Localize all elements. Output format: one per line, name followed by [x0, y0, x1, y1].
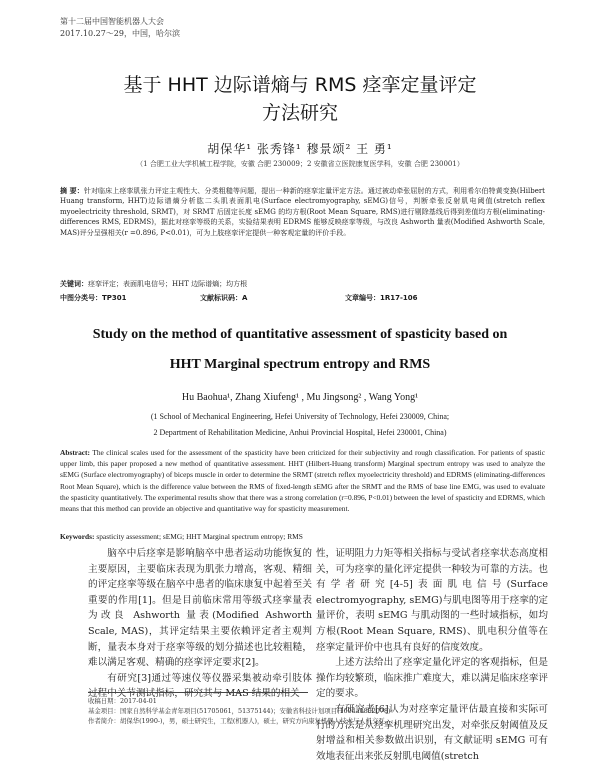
clc-number [60, 293, 127, 303]
chinese-affiliation: （1 合肥工业大学机械工程学院，安徽 合肥 230009；2 安徽省立医院康复医学科，安徽 合肥 230001） [136, 160, 464, 168]
english-abstract [60, 447, 545, 514]
english-affiliation-1: (1 School of Mechanical Engineering, Hefei University of Technology, Hefei 230009, China; [150, 412, 450, 421]
chinese-abstract-label: 摘 要： [60, 187, 84, 195]
doc-value: A [242, 294, 248, 302]
article-number [345, 293, 418, 303]
chinese-authors: 胡保华¹ 张秀锋¹ 穆景颂² 王 勇¹ [207, 142, 393, 156]
doc-label: 文献标识码： [200, 294, 242, 302]
chinese-keywords [60, 279, 545, 289]
document-code [200, 293, 247, 303]
chinese-abstract [60, 186, 545, 238]
footnote-divider [88, 692, 308, 693]
chinese-keywords-text: 痉挛评定；表面肌电信号；HHT 边际谱熵；均方根 [88, 280, 248, 288]
conference-date-place: 2017.10.27～29，中国，哈尔滨 [60, 29, 180, 38]
english-authors: Hu Baohua¹, Zhang Xiufeng¹ , Mu Jingsong² , Wang Yong¹ [181, 392, 419, 403]
body-left-column [88, 546, 312, 702]
chinese-title-line-2: 方法研究 [261, 102, 338, 124]
body-right-column [316, 546, 548, 764]
article-value: 1R17-106 [380, 294, 418, 302]
english-title-line-1: Study on the method of quantitative assessment of spasticity based on [92, 327, 508, 342]
chinese-keywords-label: 关键词： [60, 280, 88, 288]
chinese-abstract-text: 针对临床上痉挛肌张力评定主观性大、分类粗糙等问题，提出一种新的痉挛定量评定方法。通过被动牵张屈肘的方式，利用希尔伯特黄变换(Hilbert Huang transform, HHT)边际谱熵分析肱二头肌表面肌电(Surface electromyography, sEMG)信号，判断牵张反射肌电阈值(stretch reflex myoelectricity threshold, SRMT)，对 SRMT 后固定长度 sEMG 的均方根(Root Mean Square, RMS)进行剔除基线后得到差值均方根(eliminating-differences RMS, EDRMS)，据此对痉挛等级的关系，实验结果表明 EDRMS 能够反映痉挛等级，与改良 Ashworth 量表(Modified Ashworth Scale, MAS)评分呈强相关(r =0.896, P<0.01)，可为上肢痉挛评定提供一种客观定量的评价手段。 [60, 187, 545, 237]
footnote-fund: 基金项目：国家自然科学基金青年项目(51705061，51375144)；安徽省科技计划项目(1604a0802078) [88, 707, 391, 715]
clc-value: TP301 [102, 294, 127, 302]
footnote-received: 收稿日期：2017-04-01 [88, 697, 157, 705]
english-keywords [60, 532, 545, 542]
english-keywords-text: spasticity assessment; sEMG; HHT Marginal spectrum entropy; RMS [96, 532, 303, 541]
body-paragraph: 脑卒中后痉挛是影响脑卒中患者运动功能恢复的主要原因，主要临床表现为肌张力增高，客观、精细的评定痉挛等级在脑卒中患者的临床康复中起着至关重要的作用[1]。但是目前临床常用等级式痉挛量表为改良 Ashworth 量表(Modified Ashworth Scale, MAS)，其评定结果主要依赖评定者主观判断，量表本身对于痉挛等级的划分描述也比较粗糙，难以满足客观、精确的痉挛评定要求[2]。 [88, 548, 312, 669]
conference-name: 第十二届中国智能机器人大会 [60, 17, 164, 26]
chinese-title-line-1: 基于 HHT 边际谱熵与 RMS 痉挛定量评定 [123, 74, 477, 96]
body-paragraph: 有研究[3]通过等速仪等仪器采集被动牵引肢体过程中关节测试指标，研究其与 MAS 结果的相关 [88, 672, 312, 700]
conference-header [60, 16, 180, 40]
footnote [88, 696, 392, 726]
article-label: 文章编号： [345, 294, 380, 302]
body-paragraph: 有研究者[6]认为对痉挛定量评估最直接和实际可行的方法是从痉挛机理研究出发，对牵张反射阈值及反射增益和相关参数做出识别，有文献证明 sEMG 可有效地表征出来张反射肌电阈值(stretch [316, 703, 548, 762]
english-keywords-label: Keywords: [60, 532, 95, 541]
english-abstract-text: The clinical scales used for the assessment of the spasticity have been criticized for their subjectivity and rough classification. For patients of spastic upper limb, this paper proposed a new method of quantitative assessment. HHT (Hilbert-Huang transform) Marginal spectrum entropy was used to analyze the sEMG (Surface electromyography) of biceps muscle in order to determine the SRMT (stretch reflex myoelectricity threshold) and EDRMS (eliminating-differences Root Mean Square), which is the difference value between the RMS of fixed-length sEMG after the SRMT and the RMS of base line EMG, was used to evaluate the spasticity quantitatively. The experimental results show that there was a strong correlation (r=0.896, P<0.01) between the level of spasticity and EDRMS, which means that this method can provide an objective and quantitative way for spasticity measurement. [60, 448, 545, 514]
clc-label: 中图分类号： [60, 294, 102, 302]
body-paragraph: 上述方法给出了痉挛定量化评定的客观指标，但是操作均较繁琐，临床推广难度大，难以满足临床痉挛评定的要求。 [316, 657, 548, 700]
english-title-line-2: HHT Marginal spectrum entropy and RMS [169, 357, 431, 372]
english-abstract-label: Abstract: [60, 448, 90, 457]
body-paragraph: 性，证明阻力力矩等相关指标与受试者痉挛状态高度相关，可为痉挛的量化评定提供一种较为可靠的方法。也有学者研究[4-5]表面肌电信号(Surface electromyography, sEMG)与肌电图等用于痉挛的定量评价，表明 sEMG 与肌动图的一些时域指标，如均方根(Root Mean Square, RMS)、肌电积分值等在痉挛定量评价中也具有良好的信度效度。 [316, 548, 549, 653]
english-affiliation-2: 2 Department of Rehabilitation Medicine, Anhui Provincial Hospital, Hefei 230001, China) [153, 428, 447, 437]
footnote-author: 作者简介：胡保华(1990-)，男，硕士研究生，工程(机器人)，硕士，研究方向康复机器人技术与人机交互。 [88, 717, 392, 725]
